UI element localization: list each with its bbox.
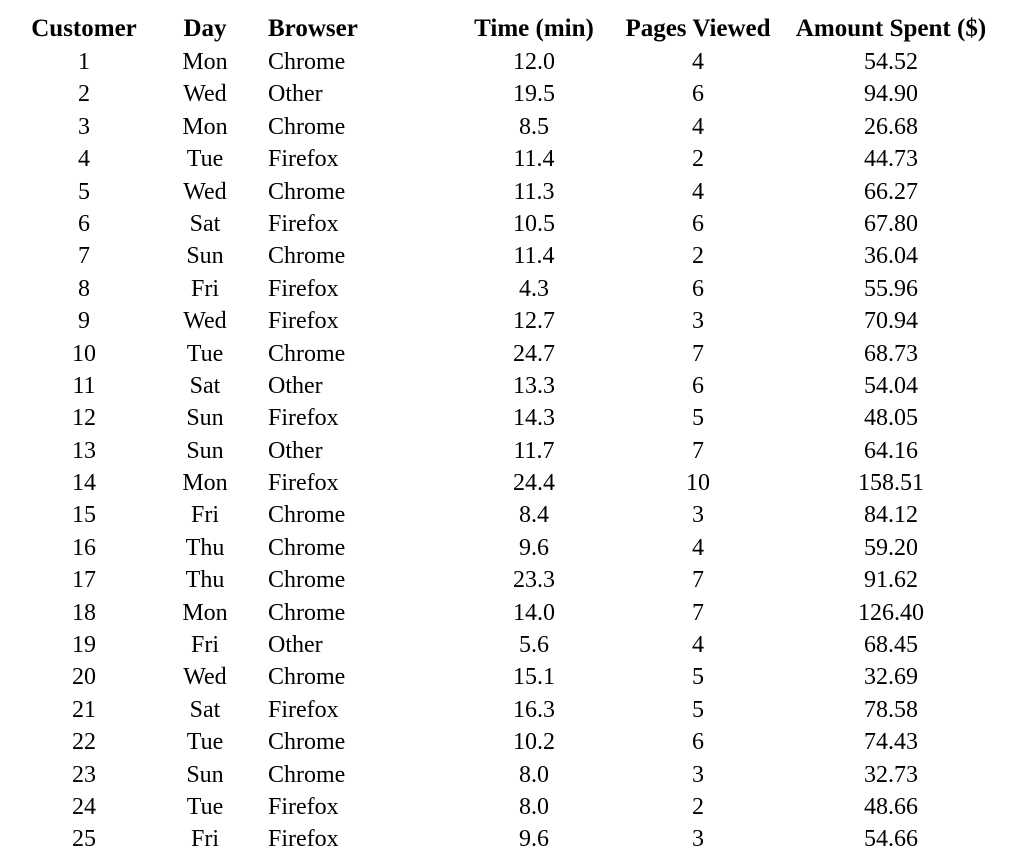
table-row [0,402,1024,434]
cell-customer: 1 [78,49,90,75]
cell-amount-spent: 64.16 [864,437,918,464]
cell-day: Fri [190,632,219,659]
cell-time: 13.3 [513,372,555,399]
cell-day: Sun [186,437,224,464]
table-row [0,240,1024,272]
table-row [0,370,1024,402]
cell-browser: Firefox [268,405,339,432]
cell-browser: Other [268,632,323,659]
cell-pages-viewed: 5 [692,696,704,723]
cell-day: Fri [190,275,219,302]
cell-day: Tue [186,793,224,820]
cell-browser: Firefox [268,308,339,335]
cell-amount-spent: 54.52 [864,49,918,75]
cell-browser: Chrome [268,534,346,561]
cell-browser: Chrome [268,340,346,367]
cell-day: Sun [186,405,224,432]
cell-time: 10.2 [513,729,555,756]
table-row [0,338,1024,370]
table-row [0,726,1024,758]
cell-customer: 23 [72,761,96,788]
cell-day: Wed [183,178,227,205]
cell-customer: 7 [78,243,90,270]
table-row [0,467,1024,499]
column-header-time: Time (min) [474,15,594,42]
cell-amount-spent: 32.69 [864,664,918,691]
cell-browser: Firefox [268,826,339,853]
cell-amount-spent: 74.43 [864,729,918,756]
cell-time: 9.6 [519,826,549,853]
table-row [0,564,1024,596]
cell-browser: Chrome [268,599,346,626]
cell-time: 10.5 [513,210,555,237]
table-row [0,305,1024,337]
cell-pages-viewed: 7 [692,437,704,464]
cell-customer: 17 [72,567,96,594]
cell-day: Mon [182,599,228,626]
cell-time: 14.3 [513,405,555,432]
table-body [0,46,1024,856]
cell-browser: Firefox [268,793,339,820]
cell-customer: 15 [72,502,96,529]
table-row [0,661,1024,693]
cell-time: 11.4 [513,243,555,270]
cell-customer: 19 [72,632,96,659]
column-header-pages-viewed: Pages Viewed [625,15,771,42]
cell-day: Mon [182,470,228,497]
cell-browser: Firefox [268,146,339,173]
cell-customer: 22 [72,729,96,756]
cell-time: 8.0 [519,793,549,820]
cell-time: 11.7 [513,437,555,464]
cell-amount-spent: 54.04 [864,372,918,399]
cell-amount-spent: 54.66 [864,826,918,853]
cell-amount-spent: 158.51 [858,470,924,497]
cell-browser: Other [268,437,323,464]
cell-customer: 2 [78,81,90,108]
cell-day: Wed [183,81,227,108]
cell-customer: 8 [78,275,90,302]
cell-amount-spent: 70.94 [864,308,918,335]
cell-customer: 16 [72,534,96,561]
cell-pages-viewed: 3 [692,308,704,335]
cell-day: Fri [190,826,219,853]
cell-customer: 18 [72,599,96,626]
cell-browser: Chrome [268,243,346,270]
cell-pages-viewed: 2 [692,146,704,173]
cell-day: Sun [186,243,224,270]
table-row [0,823,1024,855]
cell-pages-viewed: 3 [692,826,704,853]
cell-pages-viewed: 6 [692,372,704,399]
table-row [0,273,1024,305]
table-row [0,499,1024,531]
table-row [0,597,1024,629]
cell-amount-spent: 84.12 [864,502,918,529]
cell-pages-viewed: 6 [692,210,704,237]
cell-time: 23.3 [513,567,555,594]
cell-customer: 21 [72,696,96,723]
cell-amount-spent: 36.04 [864,243,918,270]
cell-customer: 13 [72,437,96,464]
cell-browser: Other [268,372,323,399]
cell-time: 14.0 [513,599,555,626]
table-row [0,78,1024,110]
cell-day: Tue [186,146,224,173]
cell-customer: 3 [78,113,90,140]
cell-pages-viewed: 5 [692,405,704,432]
table-row [0,694,1024,726]
cell-browser: Firefox [268,210,339,237]
cell-pages-viewed: 4 [692,49,704,75]
cell-pages-viewed: 2 [692,243,704,270]
cell-pages-viewed: 7 [692,340,704,367]
cell-customer: 20 [72,664,96,691]
cell-amount-spent: 59.20 [864,534,918,561]
cell-browser: Firefox [268,275,339,302]
cell-browser: Chrome [268,502,346,529]
cell-amount-spent: 32.73 [864,761,918,788]
cell-day: Mon [182,113,228,140]
cell-day: Tue [186,729,224,756]
cell-customer: 9 [78,308,90,335]
cell-time: 12.7 [513,308,555,335]
cell-pages-viewed: 2 [692,793,704,820]
cell-day: Thu [185,534,225,561]
cell-time: 16.3 [513,696,555,723]
table-row [0,759,1024,791]
cell-pages-viewed: 4 [692,113,704,140]
cell-time: 11.4 [513,146,555,173]
cell-day: Wed [183,664,227,691]
cell-customer: 6 [78,210,90,237]
cell-time: 24.4 [513,470,555,497]
cell-day: Sat [189,372,221,399]
cell-time: 4.3 [519,275,549,302]
cell-pages-viewed: 5 [692,664,704,691]
cell-amount-spent: 78.58 [864,696,918,723]
cell-time: 5.6 [519,632,549,659]
cell-pages-viewed: 4 [692,632,704,659]
cell-customer: 5 [78,178,90,205]
cell-pages-viewed: 7 [692,567,704,594]
cell-pages-viewed: 6 [692,81,704,108]
data-table [0,12,1024,856]
cell-customer: 25 [72,826,96,853]
cell-day: Thu [185,567,225,594]
cell-amount-spent: 68.73 [864,340,918,367]
cell-browser: Chrome [268,729,346,756]
cell-amount-spent: 26.68 [864,113,918,140]
table-row [0,629,1024,661]
cell-pages-viewed: 7 [692,599,704,626]
cell-day: Fri [190,502,219,529]
table-row [0,176,1024,208]
cell-customer: 14 [72,470,96,497]
cell-amount-spent: 48.05 [864,405,918,432]
column-header-browser: Browser [268,15,358,42]
cell-browser: Firefox [268,696,339,723]
cell-customer: 4 [78,146,90,173]
cell-time: 11.3 [513,178,555,205]
table-row [0,111,1024,143]
cell-pages-viewed: 3 [692,502,704,529]
cell-customer: 12 [72,405,96,432]
cell-pages-viewed: 4 [692,534,704,561]
column-header-day: Day [183,15,227,42]
column-header-customer: Customer [31,15,137,42]
table-row [0,143,1024,175]
cell-amount-spent: 66.27 [864,178,918,205]
column-header-amount-spent: Amount Spent ($) [795,15,987,42]
cell-amount-spent: 68.45 [864,632,918,659]
cell-time: 24.7 [513,340,555,367]
cell-browser: Chrome [268,178,346,205]
table-row [0,46,1024,78]
cell-browser: Chrome [268,761,346,788]
cell-customer: 10 [72,340,96,367]
cell-pages-viewed: 3 [692,761,704,788]
cell-browser: Chrome [268,567,346,594]
cell-time: 8.4 [519,502,549,529]
cell-amount-spent: 91.62 [864,567,918,594]
cell-time: 8.5 [519,113,549,140]
cell-time: 8.0 [519,761,549,788]
cell-day: Wed [183,308,227,335]
cell-time: 15.1 [513,664,555,691]
cell-pages-viewed: 4 [692,178,704,205]
cell-browser: Other [268,81,323,108]
cell-amount-spent: 67.80 [864,210,918,237]
cell-browser: Chrome [268,113,346,140]
cell-time: 12.0 [513,49,555,75]
cell-browser: Firefox [268,470,339,497]
cell-browser: Chrome [268,664,346,691]
cell-pages-viewed: 6 [692,275,704,302]
cell-amount-spent: 44.73 [864,146,918,173]
cell-pages-viewed: 10 [686,470,710,497]
table-row [0,435,1024,467]
cell-browser: Chrome [268,49,346,75]
cell-day: Sat [189,696,221,723]
cell-customer: 11 [72,372,96,399]
cell-customer: 24 [72,793,96,820]
cell-amount-spent: 55.96 [864,275,918,302]
cell-time: 19.5 [513,81,555,108]
cell-amount-spent: 48.66 [864,793,918,820]
cell-time: 9.6 [519,534,549,561]
cell-day: Mon [182,49,228,75]
cell-amount-spent: 126.40 [858,599,924,626]
table-row [0,532,1024,564]
cell-pages-viewed: 6 [692,729,704,756]
table-header-row [0,12,1024,46]
cell-day: Sun [186,761,224,788]
cell-amount-spent: 94.90 [864,81,918,108]
cell-day: Sat [189,210,221,237]
table-row [0,791,1024,823]
cell-day: Tue [186,340,224,367]
table-row [0,208,1024,240]
